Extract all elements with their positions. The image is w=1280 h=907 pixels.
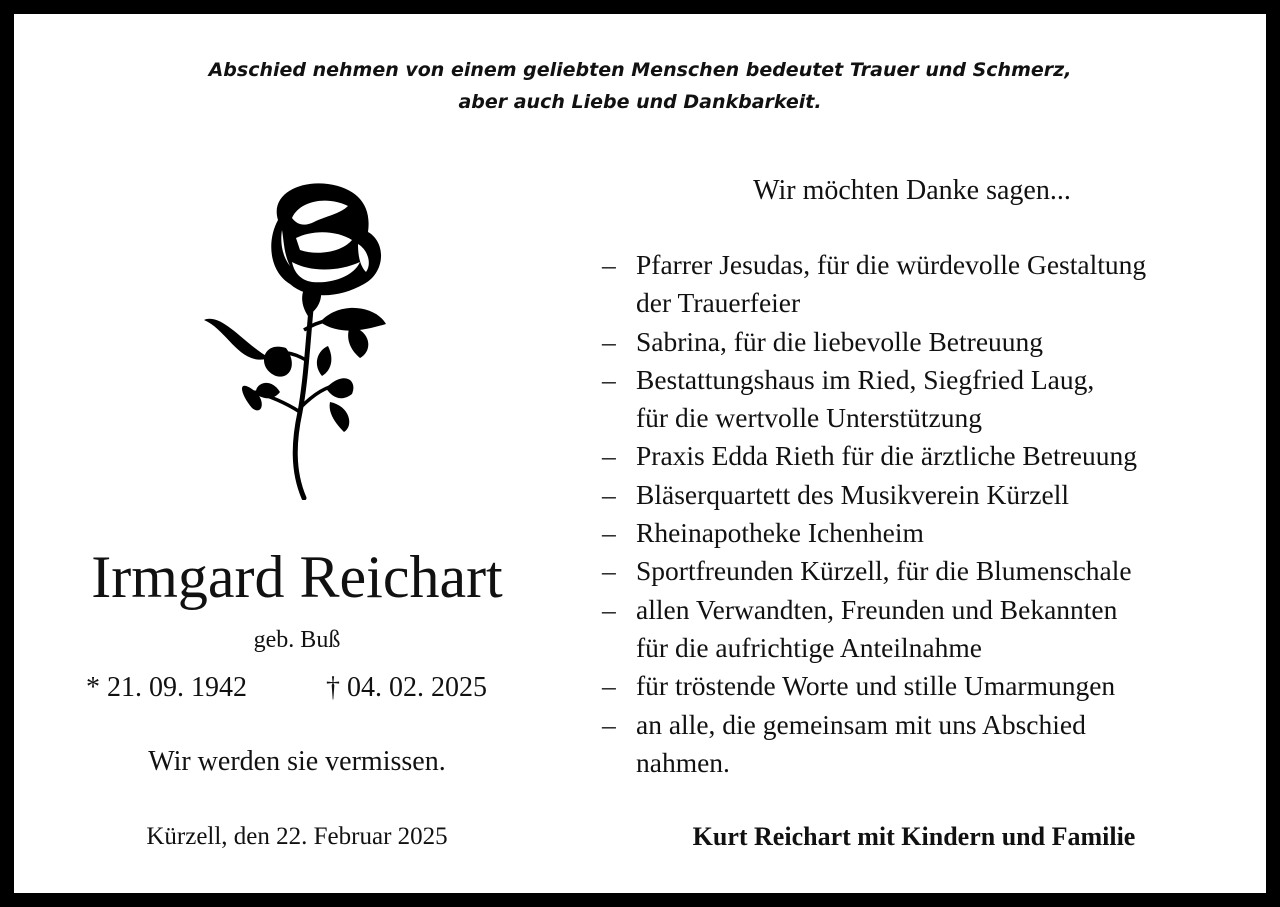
list-item-line: Bestattungshaus im Ried, Siegfried Laug, [636,363,1095,395]
motto-line-2: aber auch Liebe und Dankbarkeit. [458,91,822,113]
list-item-line: Pfarrer Jesudas, für die würdevolle Gestaltung [636,249,1147,280]
death-date: † 04. 02. 2025 [326,672,487,703]
list-item-line: nahmen. [636,746,730,778]
list-item [602,552,1146,590]
dash-bullet: – [602,670,616,702]
motto [14,54,1266,118]
list-item [602,591,1146,668]
rose-icon [200,180,400,500]
list-item-line: Sportfreunden Kürzell, für die Blumenschale [636,555,1132,587]
list-item-line: Bläserquartett des Musikverein Kürzell [636,478,1069,510]
dash-bullet: – [602,555,616,587]
farewell-line: Wir werden sie vermissen. [148,746,446,777]
dash-bullet: – [602,363,616,395]
list-item-line: an alle, die gemeinsam mit uns Abschied [636,708,1086,740]
list-item-line: der Trauerfeier [636,287,801,319]
list-item [602,514,1146,552]
list-item [602,667,1146,705]
list-item-line: für die wertvolle Unterstützung [636,402,982,434]
thanks-list [602,246,1146,782]
list-item-line: Sabrina, für die liebevolle Betreuung [636,325,1044,357]
list-item [602,323,1146,361]
thanks-heading: Wir möchten Danke sagen... [753,175,1071,206]
dash-bullet: – [602,593,616,625]
list-item [602,361,1146,438]
signature: Kurt Reichart mit Kindern und Familie [692,822,1136,851]
dash-bullet: – [602,440,616,472]
maiden-name: geb. Buß [253,627,341,653]
motto-line-1: Abschied nehmen von einem geliebten Menschen bedeutet Trauer und Schmerz, [208,59,1072,81]
list-item [602,476,1146,514]
list-item [602,706,1146,783]
obituary-card [14,14,1266,893]
list-item-line: für die aufrichtige Anteilnahme [636,631,982,663]
list-item-line: Praxis Edda Rieth für die ärztliche Betreuung [636,440,1137,472]
dash-bullet: – [602,249,616,280]
birth-date: * 21. 09. 1942 [86,672,247,703]
list-item [602,246,1146,323]
list-item [602,437,1146,475]
dash-bullet: – [602,517,616,549]
list-item-line: Rheinapotheke Ichenheim [636,517,924,549]
list-item-line: allen Verwandten, Freunden und Bekannten [636,593,1118,625]
list-item-line: für tröstende Worte und stille Umarmungen [636,670,1116,702]
dash-bullet: – [602,325,616,357]
dash-bullet: – [602,478,616,510]
place-and-date: Kürzell, den 22. Februar 2025 [146,823,448,850]
dash-bullet: – [602,708,616,740]
deceased-name: Irmgard Reichart [91,544,503,610]
